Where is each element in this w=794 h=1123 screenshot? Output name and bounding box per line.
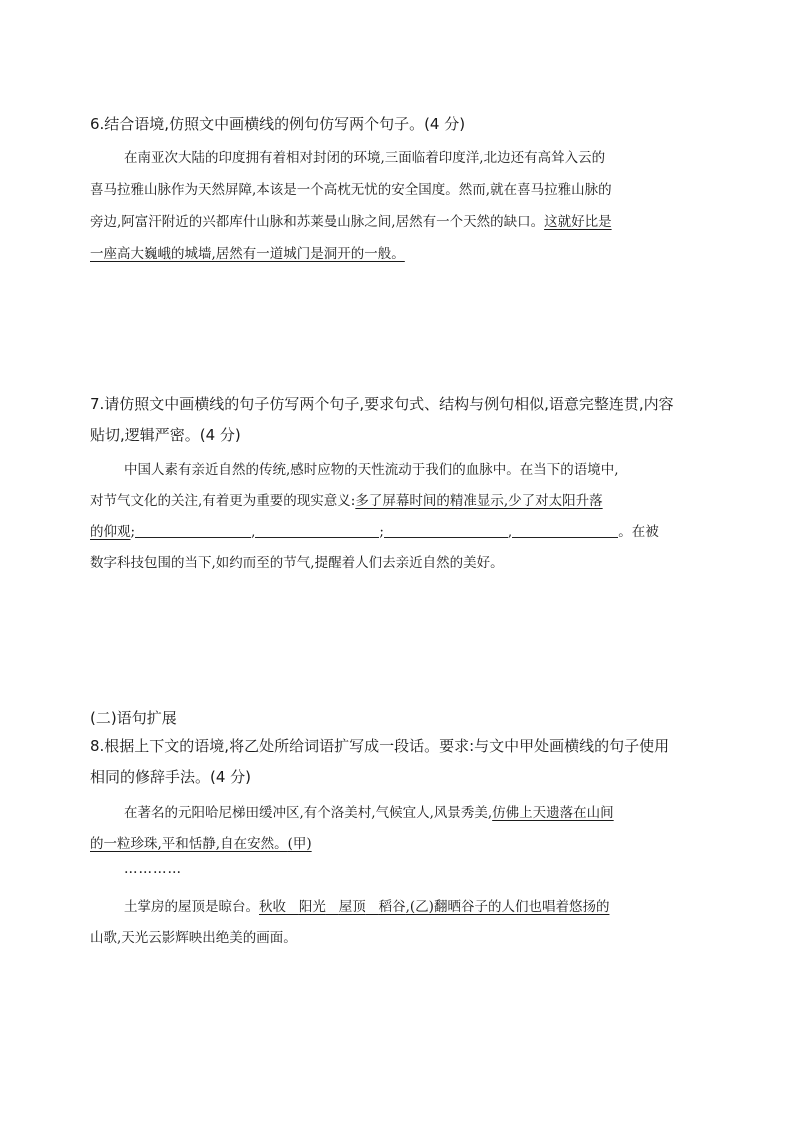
section-2-heading: (二)语句扩展 [90,709,177,727]
q6-underlined-example-start: 这就好比是 [544,214,612,230]
q7-paragraph-line-2 [90,489,603,509]
question-6-title: 6.结合语境,仿照文中画横线的例句仿写两个句子。(4 分) [90,115,466,133]
q8-mark-yi-text: ,(乙)翻晒谷子的人们也唱着悠扬的 [405,899,610,915]
question-8-title-line-1: 8.根据上下文的语境,将乙处所给词语扩写成一段话。要求:与文中甲处画横线的句子使用 [90,737,670,755]
q8-keyword: 稻谷 [378,899,406,915]
q8-paragraph-2-line-2: 山歌,天光云影辉映出绝美的画面。 [90,930,297,946]
q6-paragraph-line-2: 喜马拉雅山脉作为天然屏障,本该是一个高枕无忧的安全国度。然而,就在喜马拉雅山脉的 [90,182,612,198]
q6-line-3-text: 旁边,阿富汗附近的兴都库什山脉和苏莱曼山脉之间,居然有一个天然的缺口。 [90,214,545,230]
q7-answer-blank-1[interactable] [135,523,251,538]
question-8-title-line-2: 相同的修辞手法。(4 分) [90,768,252,786]
q8-paragraph-2-line-1 [124,895,609,915]
q7-paragraph-line-4: 数字科技包围的当下,如约而至的节气,提醒着人们去亲近自然的美好。 [90,555,504,571]
q6-underlined-example-end: 一座高大巍峨的城墙,居然有一道城门是洞开的一般。 [90,246,405,262]
question-7-title-line-1: 7.请仿照文中画横线的句子仿写两个句子,要求句式、结构与例句相似,语意完整连贯,内容 [90,395,674,413]
q7-paragraph-line-3 [90,520,659,540]
q8-keyword: 屋顶 [338,899,366,915]
q7-separator: , [507,524,513,540]
q7-separator: , [251,524,256,540]
q8-keyword: 秋收 [259,899,286,915]
q7-line-3-end-text: 。在被 [618,524,659,540]
q8-underlined-sentence-start: 仿佛上天遗落在山间 [492,805,614,821]
q8-paragraph-line-2 [90,832,312,852]
q7-answer-blank-4[interactable] [512,523,618,538]
q6-paragraph-line-4 [90,242,405,262]
q8-underlined-sentence-end: 的一粒珍珠,平和恬静,自在安然。 [90,836,288,852]
q7-line-2-text: 对节气文化的关注,有着更为重要的现实意义: [90,493,356,509]
q8-ellipsis: ………… [124,861,182,877]
q8-paragraph-line-1 [124,801,614,821]
q7-underlined-example-end: 的仰观 [90,524,131,540]
q8-mark-jia: (甲) [287,836,312,852]
q7-paragraph-line-1: 中国人素有亲近自然的传统,感时应物的天性流动于我们的血脉中。在当下的语境中, [124,462,619,478]
q7-answer-blank-2[interactable] [255,523,379,538]
q7-separator: ; [379,524,384,540]
q6-paragraph-line-3 [90,210,612,230]
q7-underlined-example-start: 多了屏幕时间的精准显示,少了对太阳升落 [355,493,603,509]
q7-answer-blank-3[interactable] [384,523,508,538]
q6-paragraph-line-1: 在南亚次大陆的印度拥有着相对封闭的环境,三面临着印度洋,北边还有高耸入云的 [124,150,606,166]
q8-keyword: 阳光 [298,899,326,915]
q8-keywords [259,899,609,915]
question-7-title-line-2: 贴切,逻辑严密。(4 分) [90,426,241,444]
q8-line-3-text: 土掌房的屋顶是晾台。 [124,899,259,915]
q7-separator: ; [130,524,136,540]
q8-line-1-text: 在著名的元阳哈尼梯田缓冲区,有个洛美村,气候宜人,风景秀美, [124,805,493,821]
